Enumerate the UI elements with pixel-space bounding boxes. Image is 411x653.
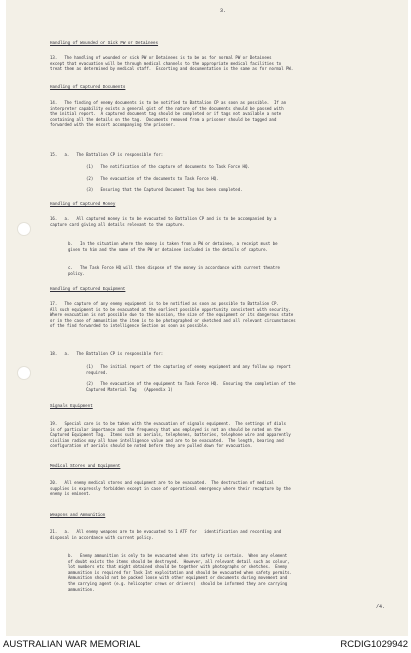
list-item: (1) The notification of the capture of documents to Task Force HQ.	[86, 164, 250, 169]
document-page	[6, 0, 408, 636]
footer-institution: AUSTRALIAN WAR MEMORIAL	[3, 639, 141, 650]
paragraph: 14. The finding of enemy documents is to be notified to Battalion CP as soon as possible. If an interpreter capability exists a general gist of the nature of the documents should be passed with the initial report. A captured document tag should be completed or if tags not available a note containing all the details on the tag. Documents removed from a prisoner should be tagged and forwarded with the escort accompanying the prisoner.	[50, 100, 287, 128]
paragraph: 19. Special care is to be taken with the evacuation of signals equipment. The settings of dials is of particular importance and the frequency that was employed is not an should be noted on the Captured Equipment Tag. Items such as aerials, telephones, batteries, telephone wire and apparently civilian radios may all have intelligence value and are to be evacuated. The length, bearing and configuration of aerials should be noted before they are pulled down for evacuation.	[50, 421, 291, 449]
archive-footer	[0, 636, 411, 653]
list-item: (2) The evacuation of the documents to Task Force HQ.	[86, 176, 219, 181]
list-item: (3) Ensuring that the Captured Document Tag has been completed.	[86, 187, 243, 192]
paragraph: b. Enemy ammunition is only to be evacuated when its safety is certain. When any element of doubt exists the items should be destroyed. However, all relevant detail such as colour, lot numbers etc that might obtained should be together with photographs or sketches. Enemy ammunition is required for Task Int exploitation and should be evacuated when safety permits. Ammunition should not be packed loose with other equipment or documents during movement and the carrying agent (e.g. helicopter crews or drivers) should be informed they are carrying ammunition.	[68, 553, 292, 592]
section-heading: Signals Equipment	[50, 405, 93, 409]
paragraph: 16. a. All captured money is to be evacuated to Battalion CP and is to be accompanied by a capture card giving all details relevant to the capture.	[50, 216, 277, 227]
footer-record-id: RCDIG1029942	[340, 639, 408, 650]
paragraph: 20. All enemy medical stores and equipment are to be evacuated. The destruction of medical supplies is expressly forbidden except in case of operational emergency where their recapture by the enemy is eminent.	[50, 480, 291, 497]
paragraph: 13. The handling of wounded or sick PW or Detainees is to be as for normal PW or Detainees except that evacuation will be through medical channels to the appropriate medical facilities to treat them as determined by medical staff. Escorting and documentation is the same as for normal PW.	[50, 55, 294, 72]
section-heading: Handling of Wounded or Sick PW or Detainees	[50, 42, 159, 46]
section-heading: Weapons and Ammunition	[50, 514, 106, 518]
paragraph: b. In the situation where the money is taken from a PW or detainee, a receipt must be given to him and the name of the PW or detainee included in the details of capture.	[68, 241, 278, 252]
continuation-mark: /4.	[376, 604, 386, 610]
paragraph: 18. a. The Battalion CP is responsible for:	[50, 351, 164, 356]
paragraph: c. The Task Force HQ will then dispose of the money in accordance with current theatre policy.	[68, 265, 280, 276]
section-heading: Handling of Captured Money	[50, 203, 116, 207]
paragraph: 15. a. The Battalion CP is responsible for:	[50, 152, 164, 157]
list-item: (1) The initial report of the capturing of enemy equipment and any follow up report required.	[86, 364, 291, 375]
section-heading: Medical Stores and Equipment	[50, 465, 121, 469]
list-item: (2) The evacuation of the equipment to Task Force HQ. Ensuring the completion of the Captured Material Tag (Appendix 1)	[86, 381, 296, 392]
paragraph: 21. a. All enemy weapons are to be evacuated to 1 ATF for identification and recording and disposal in accordance with current policy.	[50, 529, 282, 540]
section-heading: Handling of Captured Equipment	[50, 288, 126, 292]
page-number: 3.	[220, 8, 227, 14]
punch-hole-top	[17, 222, 31, 236]
punch-hole-bottom	[17, 366, 31, 380]
paragraph: 17. The capture of any enemy equipment is to be notified as soon as possible to Battalion CP. All such equipment is to be evacuated at the earliest possible opportunity consistent with security. Where evacuation is not possible due to the mission, the size of the equipment or its dangerous state or in the case of ammunition the item is to be photographed or sketched and all relevant circumstances of the find forwarded to intelligence Section as soon as possible.	[50, 301, 296, 329]
section-heading: Handling of Captured Documents	[50, 86, 126, 90]
